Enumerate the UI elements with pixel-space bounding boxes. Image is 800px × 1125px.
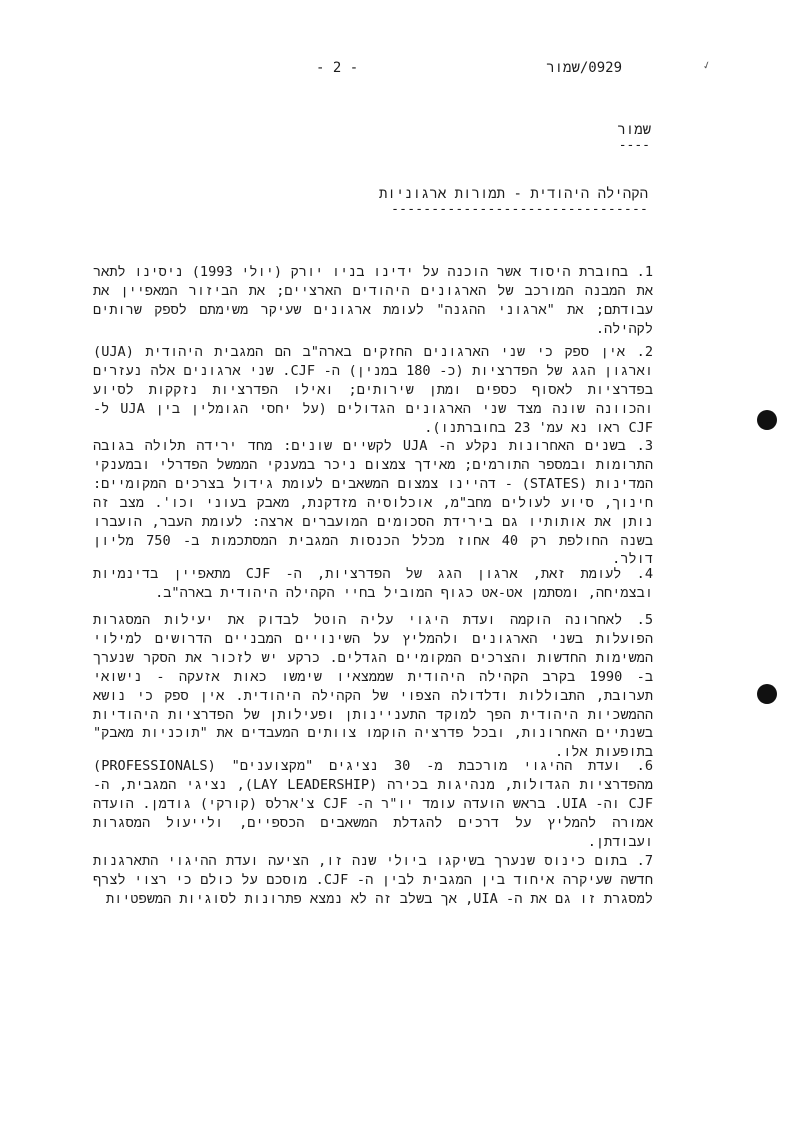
title-underline: --------------------------------	[391, 202, 648, 217]
document-reference: 0929/שמור	[546, 60, 622, 76]
classification-label: שמור	[617, 122, 651, 138]
paragraph-4: 4. לעומת זאת, ארגון הגג של הפדרציות, ה- CJF מתאפיין בדינמיות ובצמיחה, ומסתמן אט-אט כגוף המוביל בחיי הקהילה היהודית בארה"ב.	[93, 566, 654, 601]
paragraph-1: 1. בחוברת היסוד אשר הוכנה על ידינו בניו יורק (יולי 1993) ניסינו לתאר את המבנה המורכב של הארגונים היהודים הארציים; את הביזור המאפיין את עבודתם; את "ארגוני ההגנה" לעומת ארגונים שעיקר משימתם לספק שרותים לקהילה.	[93, 264, 653, 337]
corner-check-mark: ✓	[701, 57, 713, 73]
document-title: הקהילה היהודית - תמורות ארגוניות	[379, 186, 648, 202]
punch-hole	[757, 410, 777, 430]
punch-hole	[757, 684, 777, 704]
page-number: - 2 -	[316, 60, 359, 76]
paragraph-3: 3. בשנים האחרונות נקלע ה- UJA לקשיים שונים: מחד ירידה תלולה בגובה התרומות ובמספר התורמים; מאידך צמצום ניכר במענקי הממשל הפדרלי ובמענקי המדינות (STATES) - דהיינו צמצום המשאבים לעומת גידול בצרכים המקומיים: חינוך, סיוע לעולים מחב"מ, אוכלוסיה מזדקנת, מאבק בעוני וכו'. מצב זה נותן את אותותיו גם בירידת הסכומים המועברים ארצה: לעומת העבר, הועברו בשנה החולפת רק 40 אחוז מכלל הכנסות המגבית המסתכמות ב- 750 מליון דולר.	[93, 438, 653, 568]
paragraph-7: 7. בתום כינוס שנערך בשיקגו ביולי שנה זו, הציעה ועדת ההיגוי התארגנות חדשה שעיקרה איחוד בין המגבית לבין ה- CJF. מוסכם על כולם כי רצוי לצרף למסגרת זו גם את ה- UIA, אך בשלב זה לא נמצא פתרונות לסוגיות המשפטיות	[93, 853, 653, 907]
paragraph-6: 6. ועדת ההיגוי מורכבת מ- 30 נציגים "מקצוענים" (PROFESSIONALS) מהפדרציות הגדולות, מנהיגות בכירה (LAY LEADERSHIP), נציגי המגבית, ה- CJF וה- UIA. בראש הועדה עומד יו"ר ה- CJF צ'ארלס (קורקי) גודמן. הועדה אמורה להמליץ על דרכים להגדלת המשאבים הכספיים, ולייעול המסגרות ועבודתן.	[93, 758, 654, 850]
paragraph-5: 5. לאחרונה הוקמה ועדת היגוי עליה הוטל לבדוק את יעילות המסגרות הפועלות בשני הארגונים ולהמליץ על השינויים המבניים הדרושים למילוי המשימות החדשות והצרכים המקומיים הגדלים. כרקע יש לזכור את הסקר שנערך ב- 1990 בקרב הקהילה היהודית שממצאיו שימשו כאות אזעקה - נישואי תערובת, התבוללות ודלדולה הצפוי של הקהילה היהודית. אין ספק כי נושא ההמשכיות היהודית הפך למוקד התעניינותן ופעילותן של הפדרציות היהודיות בשנתיים האחרונות, ובכל פדרציה הוקמו צוותים המעבדים את "תוכניות מאבק" בתופעות אלו.	[93, 612, 654, 761]
classification-underline: ----	[618, 138, 650, 153]
paragraph-2: 2. אין ספק כי שני הארגונים החזקים בארה"ב הם המגבית היהודית (UJA) וארגון הגג של הפדרציות (כ- 180 במנין) ה- CJF. שני ארגונים אלה נעזרים בפדרציות לאסוף כספים ומתן שירותים; ואילו הפדרציות נזקקות לסיוע והכוונה שונה מצד שני הארגונים הגדולים (על יחסי הגומלין בין UJA ל- CJF ראו נא עמ' 23 בחוברתנו).	[93, 344, 654, 436]
